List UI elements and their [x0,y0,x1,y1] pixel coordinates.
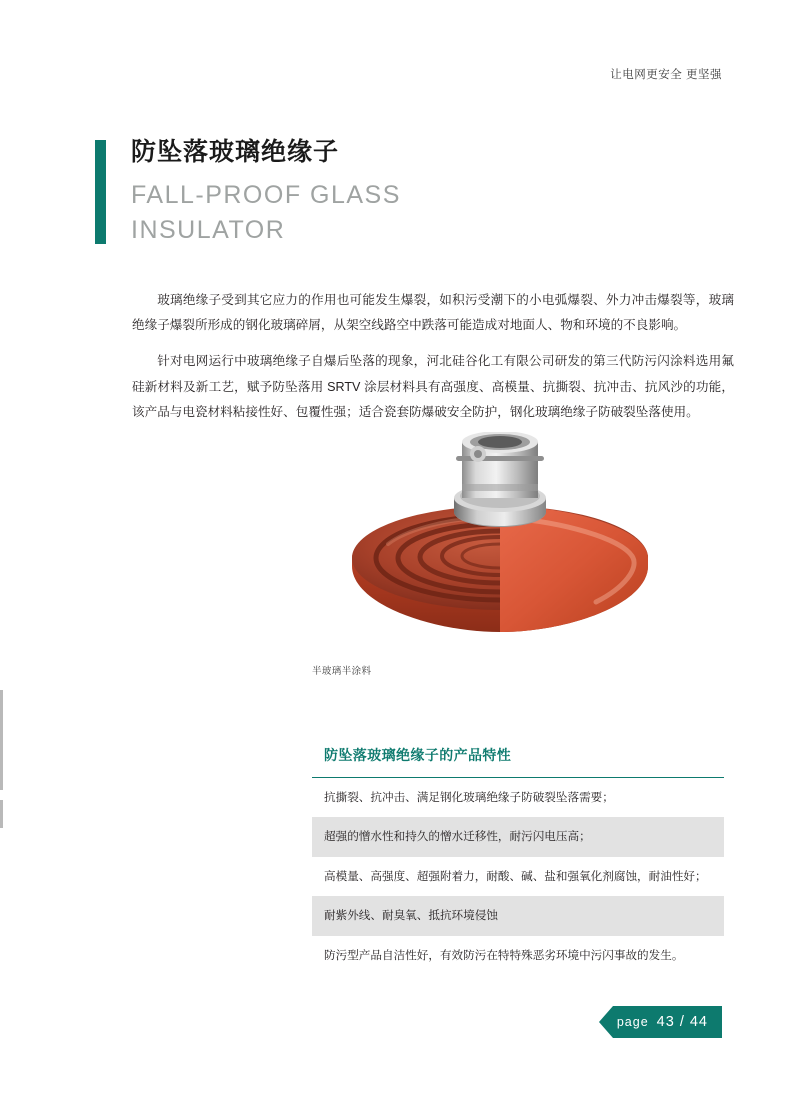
features-heading: 防坠落玻璃绝缘子的产品特性 [312,735,724,778]
page-number-label: page [616,1015,649,1029]
header-tagline: 让电网更安全 更坚强 [610,69,722,81]
feature-item: 超强的憎水性和持久的憎水迁移性，耐污闪电压高； [312,817,724,856]
features-panel [312,735,724,975]
page-title-english-line1: FALL-PROOF GLASS [131,180,401,209]
page-title: 防坠落玻璃绝缘子 [131,138,340,166]
feature-item: 高模量、高强度、超强附着力，耐酸、碱、盐和强氧化剂腐蚀，耐油性好； [324,869,707,883]
body-copy [132,288,734,436]
page-title-english-line2: INSULATOR [131,216,286,245]
page-number-arrow [599,1006,613,1038]
figure-caption: 半玻璃半涂料 [312,666,372,677]
page-title-english [131,178,715,249]
page-number-value: 43 / 44 [656,1014,708,1030]
binding-mark [0,690,3,790]
feature-item: 防污型产品自洁性好，有效防污在特特殊恶劣环境中污闪事故的发生。 [324,948,684,962]
body-paragraph: 玻璃绝缘子受到其它应力的作用也可能发生爆裂，如积污受潮下的小电弧爆裂、外力冲击爆裂等，玻璃绝缘子爆裂所形成的钢化玻璃碎屑，从架空线路空中跌落可能造成对地面人、物和环境的不良影响。 [132,293,734,333]
title-accent-bar [95,140,106,244]
feature-item: 耐紫外线、耐臭氧、抵抗环境侵蚀 [312,896,724,935]
page-number-badge [599,1006,722,1038]
feature-item: 抗撕裂、抗冲击、满足钢化玻璃绝缘子防破裂坠落需要； [324,791,614,804]
page-title-block [95,136,715,249]
binding-mark [0,800,3,828]
body-paragraph: 针对电网运行中玻璃绝缘子自爆后坠落的现象，河北硅谷化工有限公司研发的第三代防污闪涂料选用氟硅新材料及新工艺，赋予防坠落用 SRTV 涂层材料具有高强度、高模量、抗撕裂、抗冲击、抗风沙的功能，该产品与电瓷材料粘接性好、包覆性强；适合瓷套防爆破安全防护，钢化玻璃绝缘子防破裂坠落使用。 [132,354,734,419]
insulator-illustration [310,432,690,672]
product-photo [310,432,690,672]
page-number-body [613,1006,722,1038]
